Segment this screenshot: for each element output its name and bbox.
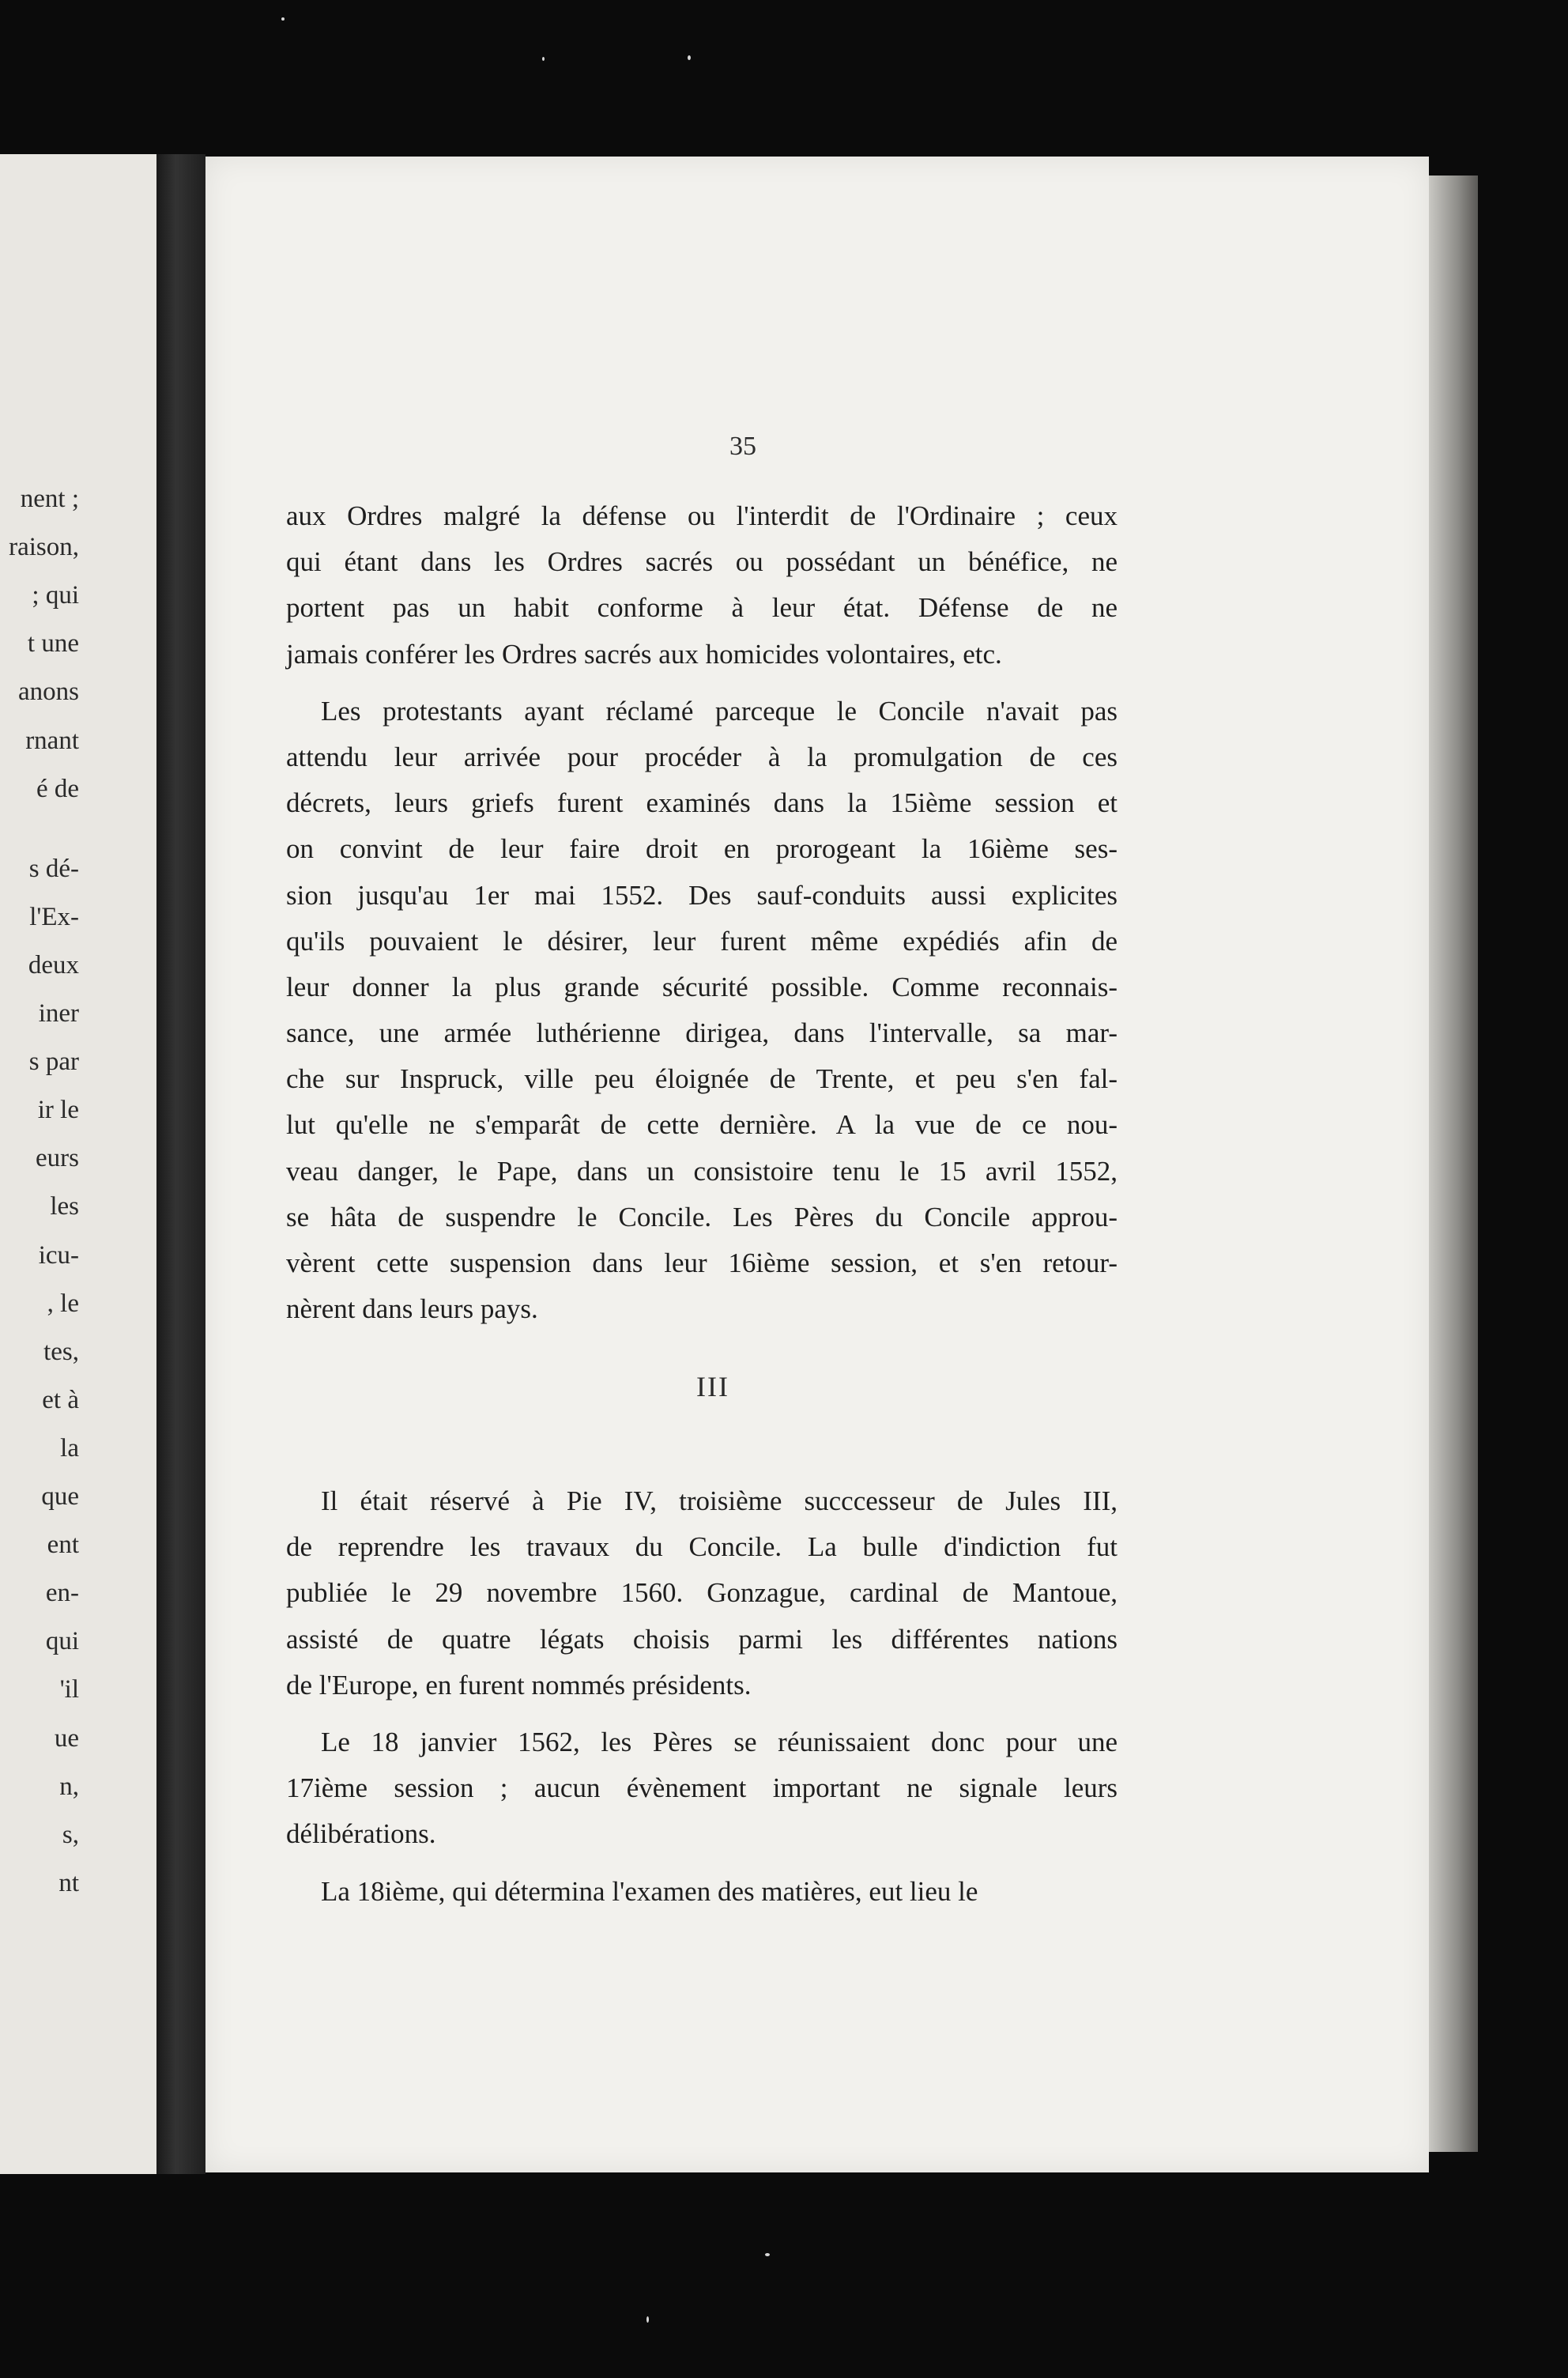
body-text-bottom (286, 1478, 1118, 1915)
body-text-top (286, 493, 1118, 1332)
left-page-fragment: la (60, 1433, 79, 1463)
left-page-fragment: ent (47, 1531, 79, 1560)
left-page-fragment: s par (28, 1047, 79, 1077)
text-line: 17ième session ; aucun évènement important ne signale leurs (286, 1772, 1118, 1804)
book-gutter (156, 154, 205, 2174)
left-page-fragment: raison, (9, 533, 79, 562)
left-page-fragment: tes, (43, 1337, 79, 1366)
dust-speck (688, 55, 691, 60)
left-page-fragment: ue (54, 1723, 79, 1753)
left-page-fragment: é de (36, 774, 79, 803)
text-line: se hâta de suspendre le Concile. Les Pères du Concile approu- (286, 1201, 1118, 1232)
left-page-fragment: nent ; (20, 485, 79, 513)
dust-speck (646, 2316, 649, 2323)
left-page-fragment: s dé- (28, 854, 79, 883)
text-line: délibérations. (286, 1818, 436, 1850)
text-line: qu'ils pouvaient le désirer, leur furent même expédiés afin de (286, 925, 1118, 957)
text-line: attendu leur arrivée pour procéder à la promulgation de ces (286, 741, 1118, 772)
left-facing-page (0, 154, 156, 2174)
page-edge (1429, 176, 1478, 2152)
left-page-fragment: iner (38, 999, 79, 1028)
text-line: jamais conférer les Ordres sacrés aux homicides volontaires, etc. (286, 638, 1002, 670)
left-page-fragment: , le (47, 1289, 79, 1318)
left-page-fragment: icu- (38, 1240, 79, 1270)
left-page-fragment: qui (45, 1627, 79, 1656)
left-page-fragment: en- (45, 1579, 79, 1608)
text-line: assisté de quatre légats choisis parmi les différentes nations (286, 1623, 1118, 1655)
page-number: 35 (729, 432, 756, 461)
dust-speck (765, 2253, 770, 2256)
left-page-fragment: les (50, 1192, 79, 1221)
left-page-fragment: ir le (37, 1096, 79, 1125)
text-line: lut qu'elle ne s'emparât de cette dernière. A la vue de ce nou- (286, 1109, 1118, 1141)
text-line: che sur Inspruck, ville peu éloignée de Trente, et peu s'en fal- (286, 1063, 1118, 1095)
left-page-fragment: que (41, 1482, 79, 1511)
dust-speck (542, 57, 545, 61)
left-page-fragment: ; qui (32, 581, 79, 610)
text-line: publiée le 29 novembre 1560. Gonzague, cardinal de Mantoue, (286, 1577, 1118, 1609)
left-page-fragment: t une (27, 629, 79, 659)
text-line: veau danger, le Pape, dans un consistoire tenu le 15 avril 1552, (286, 1155, 1118, 1187)
text-line: on convint de leur faire droit en prorogeant la 16ième ses- (286, 833, 1118, 865)
text-line: Le 18 janvier 1562, les Pères se réunissaient donc pour une (321, 1726, 1118, 1757)
text-line: aux Ordres malgré la défense ou l'interdit de l'Ordinaire ; ceux (286, 500, 1118, 531)
text-line: Les protestants ayant réclamé parceque le Concile n'avait pas (321, 695, 1118, 727)
text-line: qui étant dans les Ordres sacrés ou possédant un bénéfice, ne (286, 546, 1118, 578)
left-page-fragment: deux (28, 950, 79, 980)
text-line: portent pas un habit conforme à leur état. Défense de ne (286, 592, 1118, 624)
section-heading: III (696, 1371, 729, 1402)
left-page-fragment: anons (18, 678, 79, 707)
left-page-fragment: eurs (36, 1144, 79, 1173)
text-line: de reprendre les travaux du Concile. La bulle d'indiction fut (286, 1531, 1118, 1563)
left-page-fragment: nt (58, 1868, 79, 1897)
left-page-fragment: et à (42, 1385, 79, 1414)
dust-speck (281, 17, 285, 21)
paragraph-gap (286, 678, 1118, 689)
text-line: Il était réservé à Pie IV, troisième succcesseur de Jules III, (321, 1485, 1118, 1516)
text-line: sance, une armée luthérienne dirigea, dans l'intervalle, sa mar- (286, 1017, 1118, 1049)
text-line: de l'Europe, en furent nommés présidents. (286, 1669, 752, 1700)
text-line: décrets, leurs griefs furent examinés dans la 15ième session et (286, 787, 1118, 819)
text-line: vèrent cette suspension dans leur 16ième session, et s'en retour- (286, 1248, 1118, 1278)
left-page-fragment: n, (59, 1772, 79, 1801)
left-page-fragment: 'il (59, 1675, 79, 1704)
paragraph-gap (286, 1858, 1118, 1869)
text-line: sion jusqu'au 1er mai 1552. Des sauf-conduits aussi explicites (286, 879, 1118, 911)
left-page-fragment: rnant (25, 726, 79, 755)
left-page-fragment: s, (62, 1820, 79, 1849)
paragraph-gap (286, 1708, 1118, 1719)
text-line: leur donner la plus grande sécurité possible. Comme reconnais- (286, 971, 1118, 1002)
text-line: La 18ième, qui détermina l'examen des matières, eut lieu le (321, 1875, 978, 1907)
left-page-fragment: l'Ex- (29, 902, 79, 931)
text-line: nèrent dans leurs pays. (286, 1293, 538, 1325)
